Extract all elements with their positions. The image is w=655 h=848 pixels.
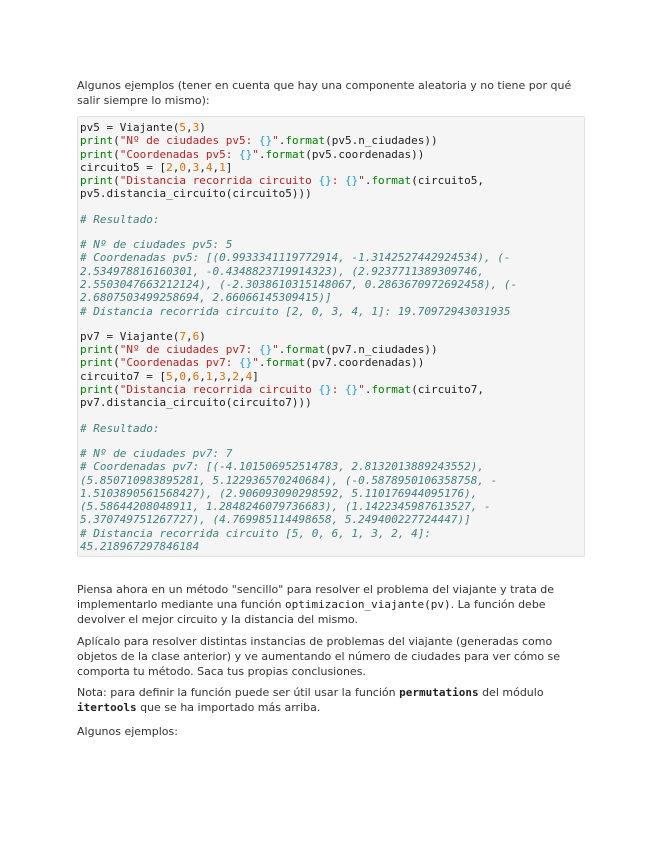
code-line — [78, 174, 584, 187]
code-token: print — [80, 383, 114, 397]
code-token: 3 — [192, 121, 200, 134]
code-token: " — [252, 356, 259, 370]
code-line — [78, 383, 584, 396]
code-token: " — [272, 134, 279, 148]
code-token: ( — [113, 343, 120, 357]
code-token: "Coordenadas pv5: — [119, 147, 239, 161]
code-comment: # Coordenadas pv7: [(-4.101506952514783, 2.8132013889243552), — [80, 460, 484, 474]
code-token: , — [199, 369, 206, 383]
code-token: . — [258, 356, 266, 370]
code-comment: 1.5103890561568427), (2.906093090298592, 5.110176944095176), — [80, 486, 478, 500]
code-token: . — [278, 343, 286, 357]
code-comment: # Nº de ciudades pv7: 7 — [80, 446, 233, 460]
paragraph-text: Nota: para definir la función puede ser útil usar la función — [77, 686, 400, 699]
code-token: : — [331, 174, 345, 188]
code-line — [78, 161, 584, 174]
paragraph-apply: Aplícalo para resolver distintas instancias de problemas del viajante (generadas como objetos de la clase anterior) y ve aumentando el número de ciudades para ver cómo se comporta tu método. Saca tus propias conclusiones. — [77, 635, 561, 678]
code-token: , — [212, 369, 220, 383]
code-comment: # Nº de ciudades pv5: 5 — [80, 238, 233, 252]
code-token: {} — [344, 383, 359, 397]
code-token: {} — [258, 134, 273, 148]
code-token: 5 — [166, 369, 173, 383]
intro-text: Algunos ejemplos (tener en cuenta que hay una componente aleatoria y no tiene por qué salir siempre lo mismo): — [77, 79, 572, 107]
code-token: . — [278, 134, 286, 148]
code-token: pv5 = Viajante( — [80, 121, 180, 134]
code-token: ) — [199, 329, 206, 343]
code-token: (circuito5, — [411, 174, 485, 188]
code-token: , — [225, 369, 233, 383]
code-line — [78, 330, 584, 343]
inline-code-itertools: itertools — [77, 701, 137, 714]
code-token: (pv7.coordenadas)) — [305, 356, 425, 370]
code-token: format — [371, 174, 412, 188]
code-token: (circuito7, — [411, 383, 485, 397]
code-token: pv7.distancia_circuito(circuito7))) — [80, 396, 312, 410]
code-token: : — [331, 383, 345, 397]
code-token: " — [358, 174, 365, 188]
paragraph-method — [77, 582, 567, 627]
code-token: circuito5 = [ — [80, 160, 167, 174]
code-cell-pv5[interactable] — [77, 116, 585, 557]
code-token: print — [80, 343, 114, 357]
code-token: 1 — [219, 160, 226, 174]
code-token: ( — [113, 356, 120, 370]
code-token: format — [265, 356, 306, 370]
code-token: . — [364, 174, 372, 188]
code-comment: 45.218967297846184 — [80, 540, 200, 554]
code-line — [78, 370, 584, 383]
code-token: {} — [318, 383, 332, 397]
code-token: "Nº de ciudades pv7: — [119, 343, 259, 357]
code-line — [78, 148, 584, 161]
paragraph-text: . La función debe devolver el mejor circuito y la distancia del mismo. — [77, 598, 546, 626]
code-token: circuito7 = [ — [80, 369, 167, 383]
code-token: pv5.distancia_circuito(circuito5))) — [80, 187, 312, 201]
code-token: 6 — [192, 329, 200, 343]
inline-code-function: optimizacion_viajante(pv) — [285, 598, 451, 611]
code-token: pv7 = Viajante( — [80, 329, 180, 343]
code-token: , — [172, 160, 180, 174]
paragraph-note — [77, 685, 547, 715]
code-token: {} — [344, 174, 359, 188]
code-token: 3 — [192, 160, 200, 174]
code-token: ( — [113, 174, 120, 188]
code-token: , — [199, 160, 206, 174]
code-token: format — [285, 343, 326, 357]
code-token: , — [185, 121, 193, 134]
code-line — [78, 187, 584, 200]
code-token: (pv7.n_ciudades)) — [325, 343, 438, 357]
code-token: , — [212, 160, 220, 174]
code-line — [78, 343, 584, 356]
code-token: {} — [318, 174, 332, 188]
code-comment: (5.58644208048911, 1.2848246079736683), (1.1422345987613527, - — [80, 500, 491, 514]
paragraph-examples: Algunos ejemplos: — [77, 725, 178, 738]
code-token: , — [172, 369, 180, 383]
code-token: 7 — [179, 329, 186, 343]
paragraph-text: que se ha importado más arriba. — [136, 701, 321, 714]
code-comment: (5.850710983895281, 5.122936570240684), (-0.5878950106358758, - — [80, 473, 498, 487]
code-token: 2 — [166, 160, 173, 174]
code-token: , — [185, 160, 193, 174]
code-token: (pv5.coordenadas)) — [305, 147, 425, 161]
code-token: ( — [113, 147, 120, 161]
code-token: . — [364, 383, 372, 397]
code-token: 4 — [205, 160, 213, 174]
code-token: print — [80, 356, 114, 370]
code-token: format — [285, 134, 326, 148]
code-comment: 2.6807503499258694, 2.66066145309415)] — [80, 291, 332, 305]
code-token: 6 — [192, 369, 200, 383]
code-comment: # Distancia recorrida circuito [2, 0, 3, 4, 1]: 19.70972943031935 — [80, 304, 511, 318]
code-token: , — [185, 329, 193, 343]
paragraph-text: del módulo — [478, 686, 544, 699]
code-token: print — [80, 147, 114, 161]
code-token: , — [238, 369, 246, 383]
code-token: , — [185, 369, 193, 383]
code-token: 5 — [179, 121, 186, 134]
code-token: format — [371, 383, 412, 397]
paragraph-text: Piensa ahora en un método "sencillo" para resolver el problema del viajante y trata de implementarlo mediante una función — [77, 583, 555, 611]
code-line — [78, 121, 584, 134]
code-comment: # Distancia recorrida circuito [5, 0, 6, 1, 3, 2, 4]: — [80, 526, 431, 540]
code-comment: 2.534978816160301, -0.4348823719914323), (2.9237711389309746, — [80, 264, 484, 278]
code-token: " — [358, 383, 365, 397]
code-line — [78, 134, 584, 147]
code-token: {} — [258, 343, 273, 357]
code-token: "Coordenadas pv7: — [119, 356, 239, 370]
inline-code-permutations: permutations — [399, 686, 479, 699]
code-token: (pv5.n_ciudades)) — [325, 134, 438, 148]
code-comment: 2.5503047663212124), (-2.3038610315148067, 0.2863670972692458), (- — [80, 277, 518, 291]
code-token: " — [252, 147, 259, 161]
code-token: ) — [199, 121, 206, 134]
code-token: ( — [113, 134, 120, 148]
code-line — [78, 396, 584, 409]
code-comment: # Coordenadas pv5: [(0.9933341119772914, -1.3142527442924534), (- — [80, 251, 511, 265]
code-token: ( — [113, 383, 120, 397]
code-token: 4 — [245, 369, 253, 383]
code-token: 1 — [205, 369, 213, 383]
code-line — [78, 356, 584, 369]
code-token: " — [272, 343, 279, 357]
code-token: print — [80, 174, 114, 188]
code-comment: # Resultado: — [80, 421, 160, 435]
code-token: 2 — [232, 369, 239, 383]
code-token: {} — [238, 356, 253, 370]
code-token: "Distancia recorrida circuito — [119, 174, 319, 188]
code-token: format — [265, 147, 306, 161]
code-token: 0 — [179, 160, 186, 174]
code-token: ] — [225, 160, 233, 174]
code-comment: # Resultado: — [80, 212, 160, 226]
code-token: print — [80, 134, 114, 148]
code-token: 3 — [219, 369, 226, 383]
code-comment: 5.370749751267727), (4.769985114498658, 5.249400227724447)] — [80, 513, 471, 527]
code-token: "Nº de ciudades pv5: — [119, 134, 259, 148]
code-token: 0 — [179, 369, 186, 383]
code-token: . — [258, 147, 266, 161]
code-token: "Distancia recorrida circuito — [119, 383, 319, 397]
code-token: {} — [238, 147, 253, 161]
code-token: ] — [252, 369, 259, 383]
